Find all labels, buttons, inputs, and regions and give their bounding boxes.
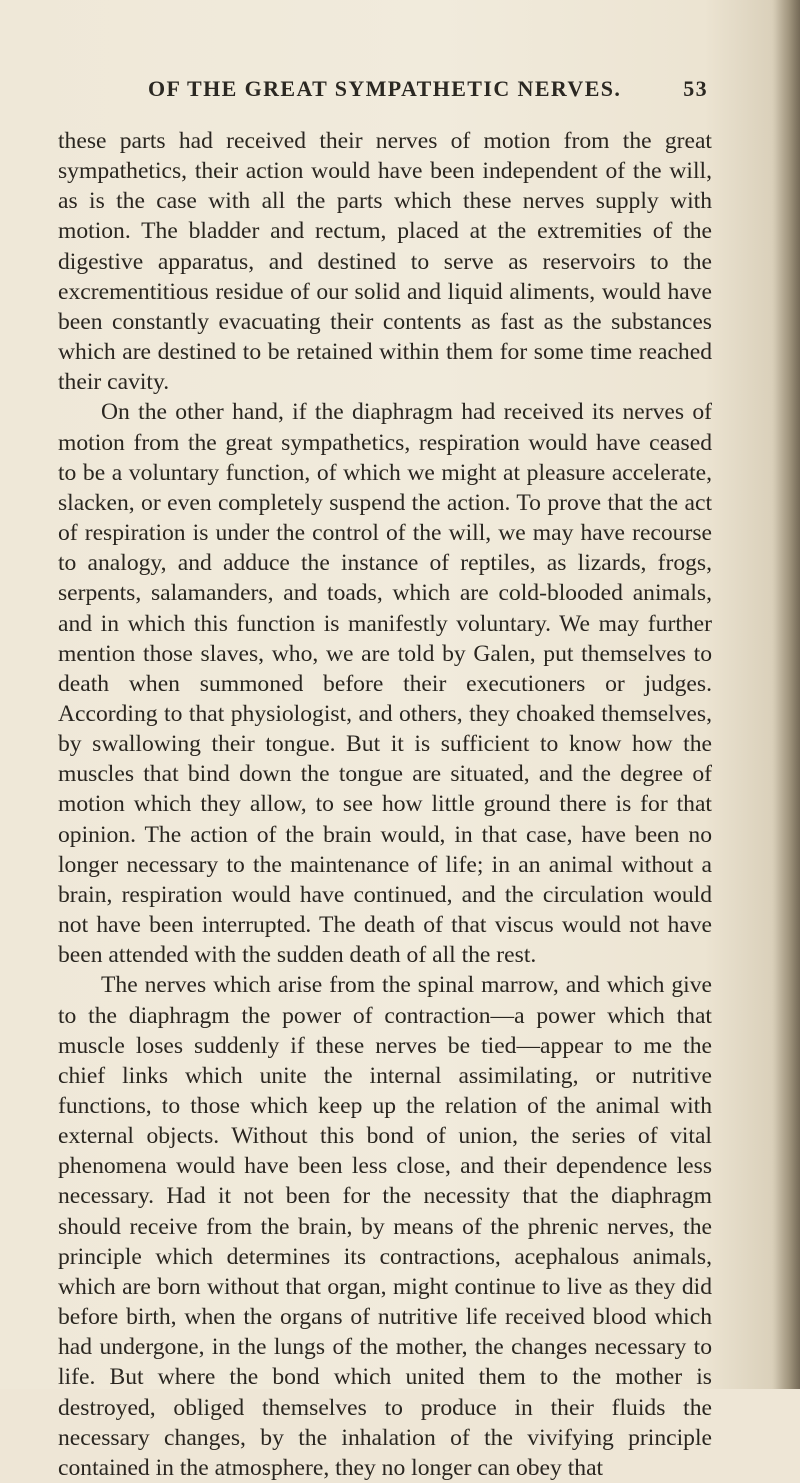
paragraph-2: On the other hand, if the diaphragm had received its nerves of motion from the great sympathetics, respiration would have ceased to be a voluntary function, of which we might at pleasure accelerate, slacken, or even completely suspend the action. To prove that the act of respiration is under the control of the will, we may have recourse to analogy, and adduce the instance of reptiles, as lizards, frogs, serpents, salamanders, and toads, which are cold-blooded animals, and in which this function is manifestly voluntary. We may further mention those slaves, who, we are told by Galen, put themselves to death when summoned before their executioners or judges. According to that physiologist, and others, they choaked themselves, by swallowing their tongue. But it is sufficient to know how the muscles that bind down the tongue are situated, and the degree of motion which they allow, to see how little ground there is for that opinion. The action of the brain would, in that case, have been no longer necessary to the maintenance of life; in an animal without a brain, respiration would have continued, and the circulation would not have been interrupted. The death of that viscus would not have been attended with the sudden death of all the rest. [58, 399, 712, 969]
running-title: OF THE GREAT SYMPATHETIC NERVES. [148, 76, 622, 101]
paragraph-1: these parts had received their nerves of motion from the great sympathetics, their action would have been independent of the will, as is the case with all the parts which these nerves supply with motion. The bladder and rectum, placed at the extremities of the digestive apparatus, and destined to serve as reservoirs to the excrementitious residue of our solid and liquid aliments, would have been constantly evacuating their contents as fast as the substances which are destined to be retained within them for some time reached their cavity. [58, 128, 712, 396]
page-number: 53 [683, 76, 708, 101]
paragraph-3: The nerves which arise from the spinal marrow, and which give to the diaphragm the power of contraction—a power which that muscle loses suddenly if these nerves be tied—appear to me the chief links which unite the internal assimilating, or nutritive functions, to those which keep up the relation of the animal with external objects. Without this bond of union, the series of vital phenomena would have been less close, and their dependence less necessary. Had it not been for the necessity that the diaphragm should receive from the brain, by means of the phrenic nerves, the principle which determines its contractions, acephalous animals, which are born without that organ, might continue to live as they did before birth, when the organs of nutritive life received blood which had undergone, in the lungs of the mother, the changes necessary to life. But where the bond which united them to the mother is destroyed, obliged themselves to produce in their fluids the necessary changes, by the inhalation of the vivifying principle contained in the atmosphere, they no longer can obey that [58, 972, 712, 1481]
page-header [148, 76, 708, 104]
page-edge-shadow [772, 0, 800, 1389]
body-text [58, 126, 712, 1483]
